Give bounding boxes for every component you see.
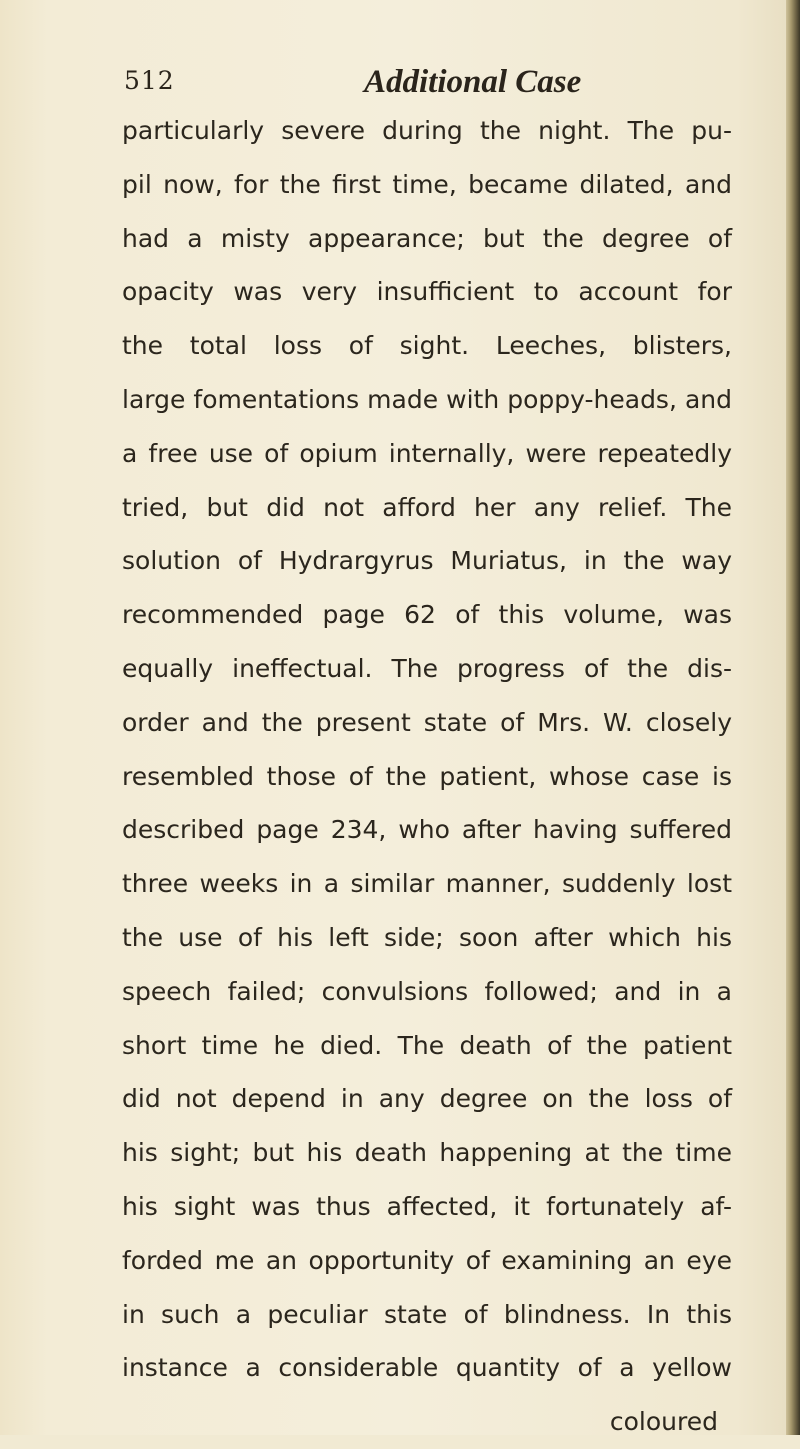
body-text [122, 104, 732, 1449]
text-line: speech failed; convulsions followed; and in a [122, 976, 732, 1006]
text-line: forded me an opportunity of examining an eye [122, 1245, 732, 1275]
text-line: tried, but did not afford her any relief. The [122, 492, 732, 522]
text-line: did not depend in any degree on the loss of [122, 1084, 732, 1114]
text-line: in such a peculiar state of blindness. In this [122, 1299, 732, 1329]
text-line: opacity was very insufficient to account for [122, 277, 732, 307]
text-line: recommended page 62 of this volume, was [122, 600, 732, 630]
text-line: a free use of opium internally, were repeatedly [122, 438, 732, 468]
page-number: 512 [124, 66, 175, 95]
text-line: particularly severe during the night. The pu- [122, 116, 732, 145]
page-binding-edge [786, 0, 800, 1435]
text-line: solution of Hydrargyrus Muriatus, in the way [122, 546, 732, 576]
text-line: pil now, for the first time, became dilated, and [122, 169, 732, 199]
text-line: short time he died. The death of the patient [122, 1030, 732, 1060]
text-line: instance a considerable quantity of a yellow [122, 1353, 732, 1383]
text-line: the total loss of sight. Leeches, blisters, [122, 331, 732, 361]
text-line: his sight; but his death happening at the time [122, 1138, 732, 1168]
catchword: coloured [609, 1407, 718, 1437]
text-line: large fomentations made with poppy-heads, and [122, 384, 732, 414]
text-line: the use of his left side; soon after which his [122, 922, 732, 952]
text-line: described page 234, who after having suffered [122, 815, 732, 845]
text-line: three weeks in a similar manner, suddenly lost [122, 869, 732, 899]
text-line: equally ineffectual. The progress of the dis- [122, 653, 732, 683]
text-line: his sight was thus affected, it fortunately af- [122, 1191, 732, 1221]
text-line: had a misty appearance; but the degree of [122, 223, 732, 253]
text-line: resembled those of the patient, whose case is [122, 761, 732, 791]
text-line: order and the present state of Mrs. W. closely [122, 707, 732, 737]
running-head: Additional Case [364, 64, 582, 100]
